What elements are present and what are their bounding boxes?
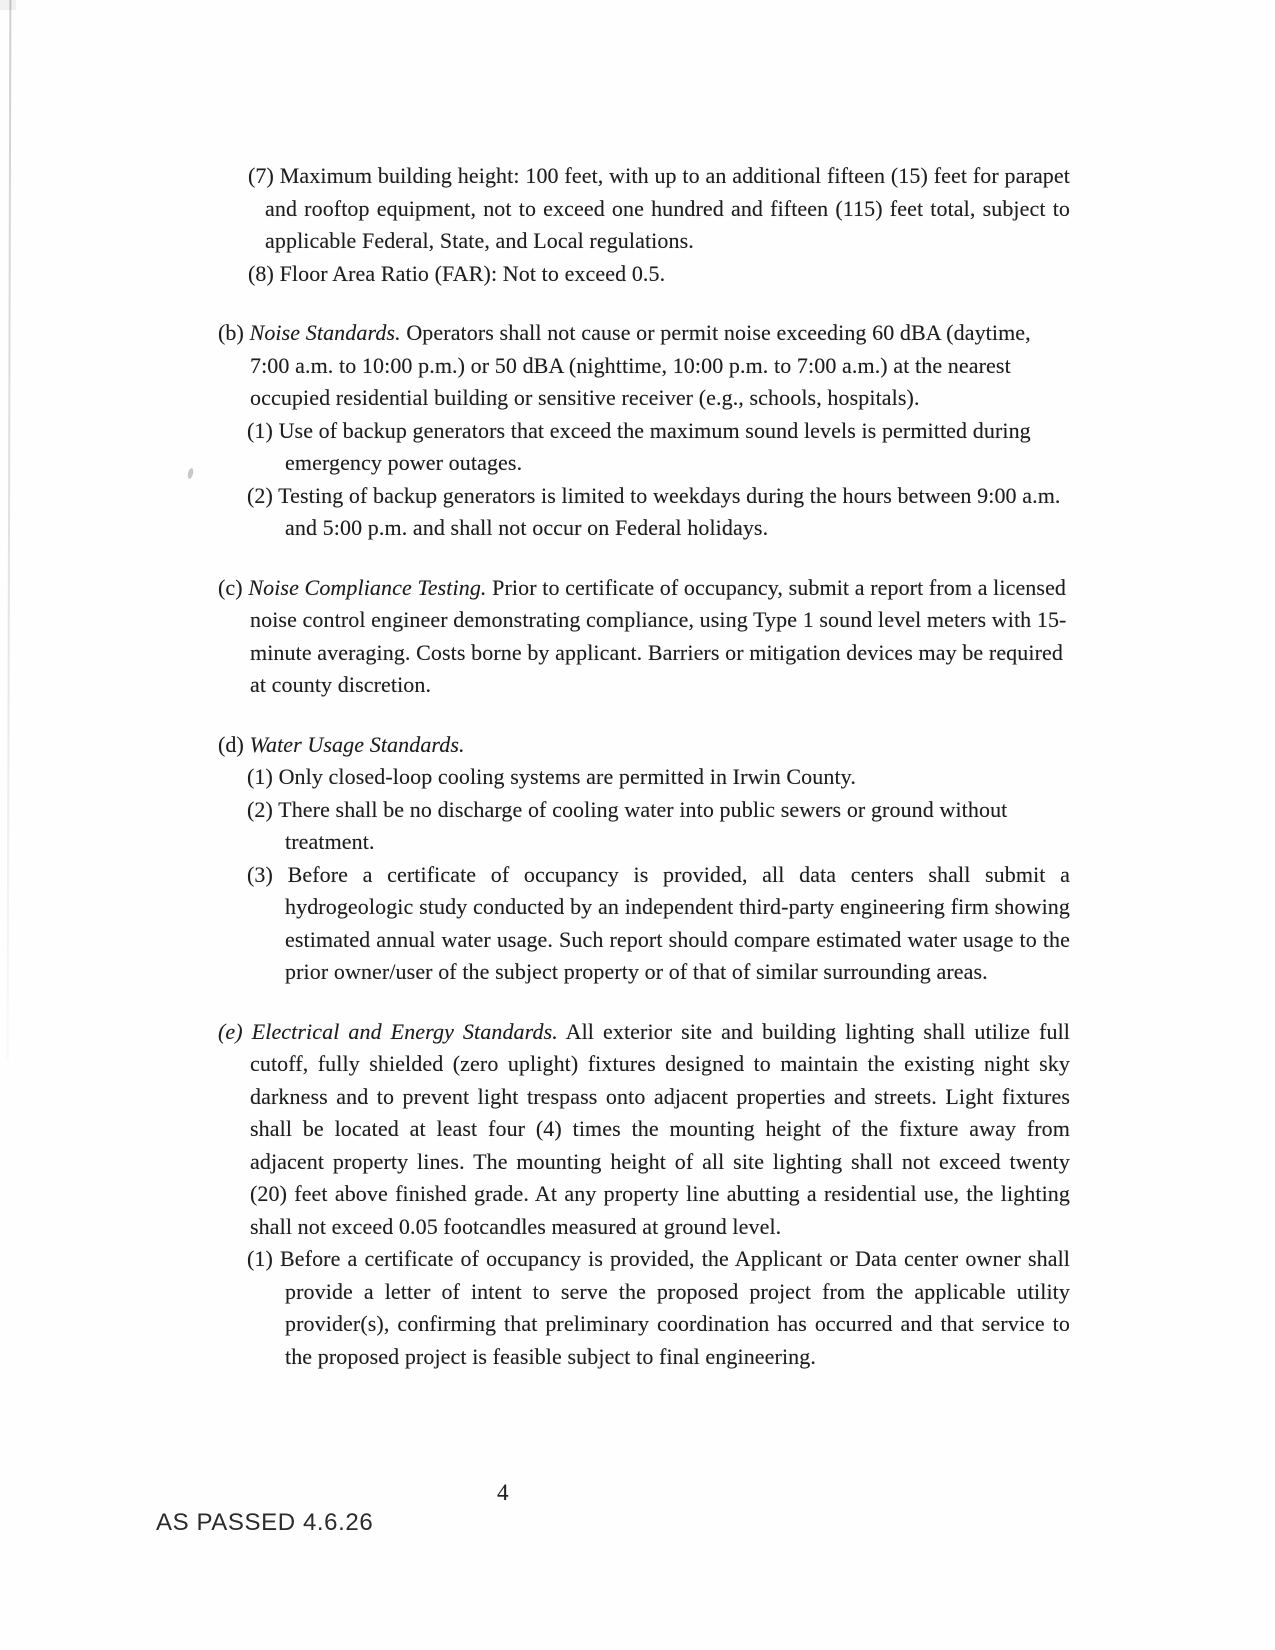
section-b-marker: (b) (218, 320, 244, 345)
as-passed-stamp: AS PASSED 4.6.26 (156, 1509, 374, 1536)
section-e-title: Electrical and Energy Standards. (251, 1018, 558, 1044)
clause-b-2-text: Testing of backup generators is limited to weekdays during the hours between 9:00 a.m. and 5:00 p.m. and shall not occur on Federal holidays. (278, 482, 1061, 540)
section-e-marker: (e) (218, 1018, 243, 1044)
clause-b-1-marker: (1) (247, 417, 273, 443)
scan-stray-mark (187, 468, 195, 480)
clause-d-3-text: Before a certificate of occupancy is provided, all data centers shall submit a hydrogeologic study conducted by an independent third-party engineering firm showing estimated annual water usage. Such report should compare estimated water usage to the prior owner/user of the subject property or of that of similar surrounding areas. (285, 861, 1070, 984)
clause-b-1 (218, 415, 1070, 480)
clause-b-2-marker: (2) (247, 482, 273, 508)
clause-d-3 (218, 859, 1070, 989)
section-d-title: Water Usage Standards. (249, 731, 465, 757)
clause-d-1-text: Only closed-loop cooling systems are permitted in Irwin County. (278, 764, 856, 789)
section-c-body: Prior to certificate of occupancy, submit a report from a licensed noise control engineer demonstrating compliance, using Type 1 sound level meters with 15-minute averaging. Costs borne by applicant. Barriers or mitigation devices may be required at county discretion. (250, 574, 1067, 697)
section-c-title: Noise Compliance Testing. (248, 574, 487, 600)
clause-b-1-text: Use of backup generators that exceed the maximum sound levels is permitted during emergency power outages. (278, 417, 1031, 475)
clause-d-1 (218, 761, 1070, 794)
section-b-title: Noise Standards. (249, 320, 401, 345)
section-b (218, 317, 1070, 415)
section-b-body: Operators shall not cause or permit noise exceeding 60 dBA (daytime, 7:00 a.m. to 10:00 p.m.) or 50 dBA (nighttime, 10:00 p.m. to 7:00 a.m.) at the nearest occupied residential building or sensitive receiver (e.g., schools, hospitals). (250, 320, 1031, 410)
clause-d-2-text: There shall be no discharge of cooling water into public sewers or ground without treatment. (278, 796, 1008, 854)
section-c-marker: (c) (218, 574, 243, 600)
clause-e-1-text: Before a certificate of occupancy is provided, the Applicant or Data center owner shall provide a letter of intent to serve the proposed project from the applicable utility provider(s), confirming that preliminary coordination has occurred and that service to the proposed project is feasible subject to final engineering. (280, 1246, 1070, 1369)
clause-b-2 (218, 480, 1070, 545)
clause-7-text: Maximum building height: 100 feet, with up to an additional fifteen (15) feet for parapet and rooftop equipment, not to exceed one hundred and fifteen (115) feet total, subject to applicable Federal, State, and Local regulations. (265, 163, 1070, 253)
clause-d-2-marker: (2) (247, 796, 273, 822)
page-number: 4 (497, 1480, 509, 1505)
clause-d-3-marker: (3) (247, 861, 273, 887)
scan-corner-blemish (0, 0, 16, 10)
clause-8-text: Floor Area Ratio (FAR): Not to exceed 0.5. (279, 260, 666, 286)
section-d-marker: (d) (218, 731, 244, 757)
section-d (218, 729, 1070, 762)
scan-edge-line (7, 0, 12, 1060)
clause-7-marker: (7) (248, 163, 274, 188)
section-e-body: All exterior site and building lighting shall utilize full cutoff, fully shielded (zero uplight) fixtures designed to maintain the existing night sky darkness and to prevent light trespass onto adjacent properties and streets. Light fixtures shall be located at least four (4) times the mounting height of the fixture away from adjacent property lines. The mounting height of all site lighting shall not exceed twenty (20) feet above finished grade. At any property line abutting a residential use, the lighting shall not exceed 0.05 footcandles measured at ground level. (250, 1018, 1071, 1239)
clause-8-marker: (8) (248, 260, 274, 286)
clause-d-2 (218, 794, 1070, 859)
clause-8 (218, 258, 1070, 291)
document-body (218, 160, 1070, 1373)
section-e (218, 1016, 1070, 1244)
clause-e-1-marker: (1) (247, 1246, 273, 1271)
clause-e-1 (218, 1243, 1070, 1373)
clause-d-1-marker: (1) (247, 764, 273, 789)
section-c (218, 572, 1070, 702)
clause-7 (218, 160, 1070, 258)
